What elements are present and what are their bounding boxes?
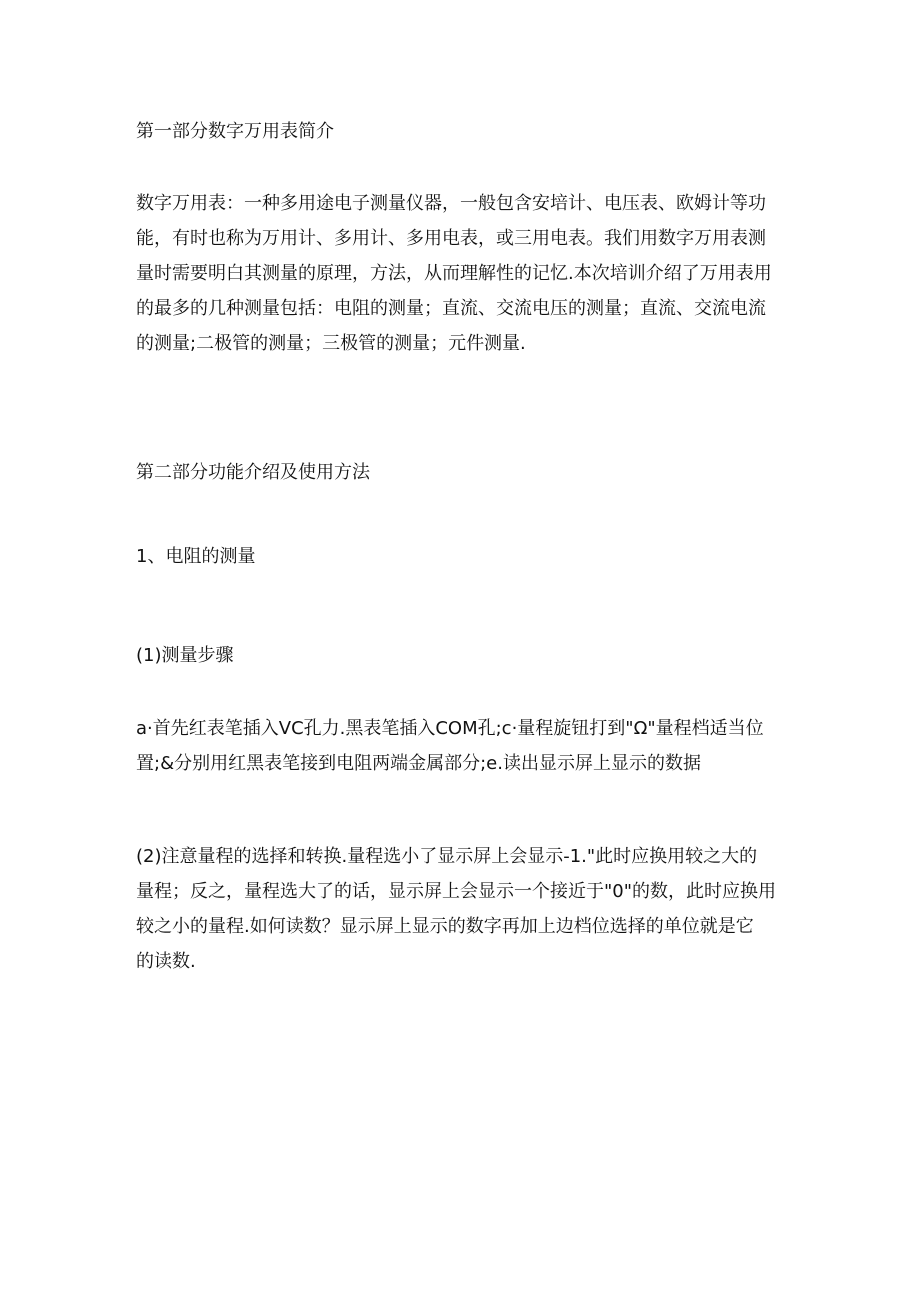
heading-part-one	[136, 114, 791, 149]
intro-paragraph	[136, 186, 791, 361]
steps-paragraph	[136, 711, 791, 781]
note-line: 量程；反之，量程选大了的话，显示屏上会显示一个接近于"0"的数，此时应换用	[136, 881, 777, 902]
heading-part-two-text: 第二部分功能介绍及使用方法	[136, 462, 370, 483]
intro-line: 的测量;二极管的测量；三极管的测量；元件测量.	[136, 333, 526, 354]
steps-line: a·首先红表笔插入VC孔力.黑表笔插入COM孔;c·量程旋钮打到"Ω"量程档适当位	[136, 718, 764, 739]
note-line: 较之小的量程.如何读数？显示屏上显示的数字再加上边档位选择的单位就是它	[136, 916, 754, 937]
note-line: (2)注意量程的选择和转换.量程选小了显示屏上会显示-1."此时应换用较之大的	[136, 846, 758, 867]
intro-line: 能，有时也称为万用计、多用计、多用电表，或三用电表。我们用数字万用表测	[136, 228, 766, 249]
intro-line: 的最多的几种测量包括：电阻的测量；直流、交流电压的测量；直流、交流电流	[136, 298, 766, 319]
heading-part-one-text: 第一部分数字万用表简介	[136, 121, 334, 142]
range-note-paragraph	[136, 839, 791, 979]
section-resistance-title	[136, 539, 791, 574]
section-resistance-title-text: 1、电阻的测量	[136, 546, 256, 567]
intro-line: 数字万用表：一种多用途电子测量仪器，一般包含安培计、电压表、欧姆计等功	[136, 193, 766, 214]
steps-line: 置;&分别用红黑表笔接到电阻两端金属部分;e.读出显示屏上显示的数据	[136, 753, 701, 774]
subsection-steps-title-text: (1)测量步骤	[136, 645, 234, 666]
intro-line: 量时需要明白其测量的原理，方法，从而理解性的记忆.本次培训介绍了万用表用	[136, 263, 772, 284]
note-line: 的读数.	[136, 951, 196, 972]
heading-part-two	[136, 455, 791, 490]
subsection-steps-title	[136, 638, 791, 673]
